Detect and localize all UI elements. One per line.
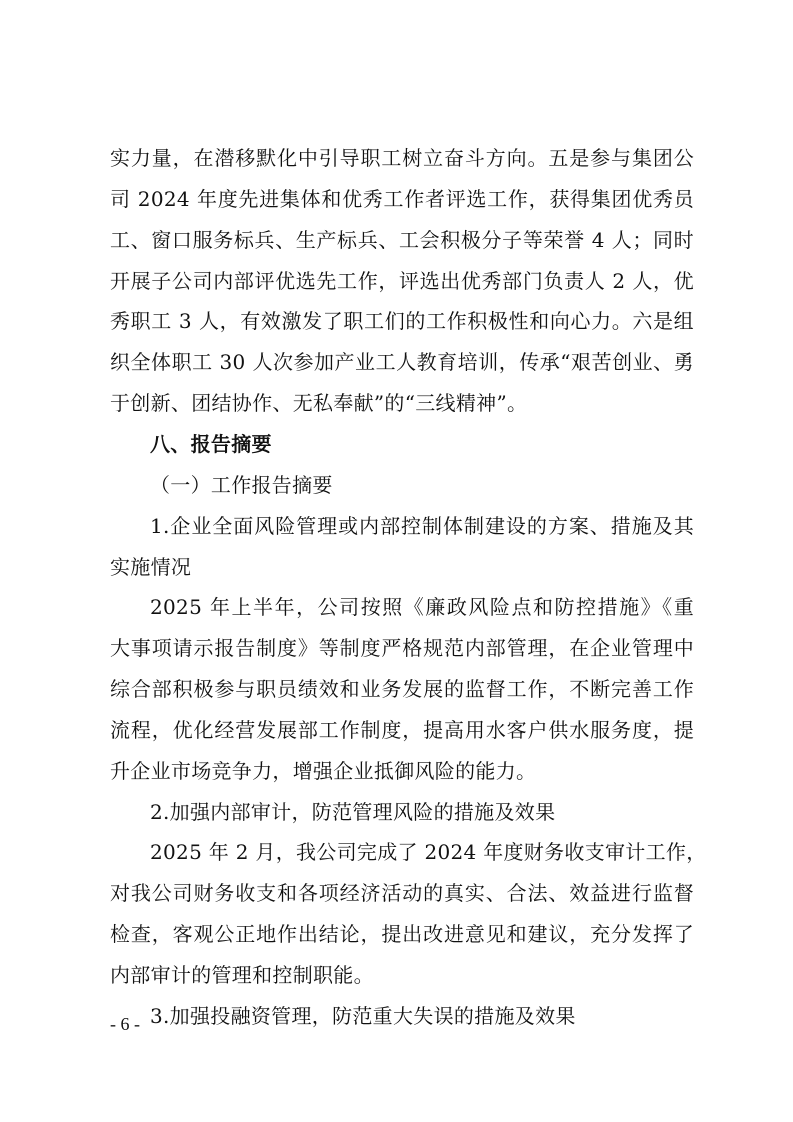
text-line: 于创新、团结协作、无私奉献”的“三线精神”。 bbox=[110, 391, 528, 416]
text-line: 司 2024 年度先进集体和优秀工作者评选工作，获得集团优秀员 bbox=[110, 186, 694, 211]
subsection-heading: （一）工作报告摘要 bbox=[150, 472, 333, 497]
text-line: 工、窗口服务标兵、生产标兵、工会积极分子等荣誉 4 人；同时 bbox=[110, 227, 694, 252]
text-line: 升企业市场竞争力，增强企业抵御风险的能力。 bbox=[110, 758, 537, 783]
text-line: 内部审计的管理和控制职能。 bbox=[110, 963, 374, 987]
text-line: 实施情况 bbox=[110, 554, 192, 579]
subsection-heading: 2.加强内部审计，防范管理风险的措施及效果 bbox=[150, 799, 556, 824]
subsection-heading: 3.加强投融资管理，防范重大失误的措施及效果 bbox=[150, 1003, 576, 1028]
text-line: 流程，优化经营发展部工作制度，提高用水客户供水服务度，提 bbox=[110, 717, 694, 742]
text-line: 实力量，在潜移默化中引导职工树立奋斗方向。五是参与集团公 bbox=[110, 146, 694, 170]
page-number: - 6 - bbox=[110, 1014, 140, 1034]
text-line: 1.企业全面风险管理或内部控制体制建设的方案、措施及其 bbox=[150, 513, 694, 538]
text-line: 秀职工 3 人，有效激发了职工们的工作积极性和向心力。六是组 bbox=[110, 309, 694, 334]
text-line: 综合部积极参与职员绩效和业务发展的监督工作，不断完善工作 bbox=[110, 677, 694, 702]
text-line: 2025 年上半年，公司按照《廉政风险点和防控措施》《重 bbox=[150, 595, 694, 620]
text-line: 开展子公司内部评优选先工作，评选出优秀部门负责人 2 人，优 bbox=[110, 268, 694, 293]
text-line: 织全体职工 30 人次参加产业工人教育培训，传承“艰苦创业、勇 bbox=[110, 350, 694, 375]
text-line: 2025 年 2 月，我公司完成了 2024 年度财务收支审计工作， bbox=[150, 840, 707, 865]
text-line: 检查，客观公正地作出结论，提出改进意见和建议，充分发挥了 bbox=[110, 922, 694, 947]
text-line: 大事项请示报告制度》等制度严格规范内部管理，在企业管理中 bbox=[110, 636, 694, 661]
section-heading: 八、报告摘要 bbox=[150, 431, 272, 456]
text-line: 对我公司财务收支和各项经济活动的真实、合法、效益进行监督 bbox=[110, 881, 694, 906]
